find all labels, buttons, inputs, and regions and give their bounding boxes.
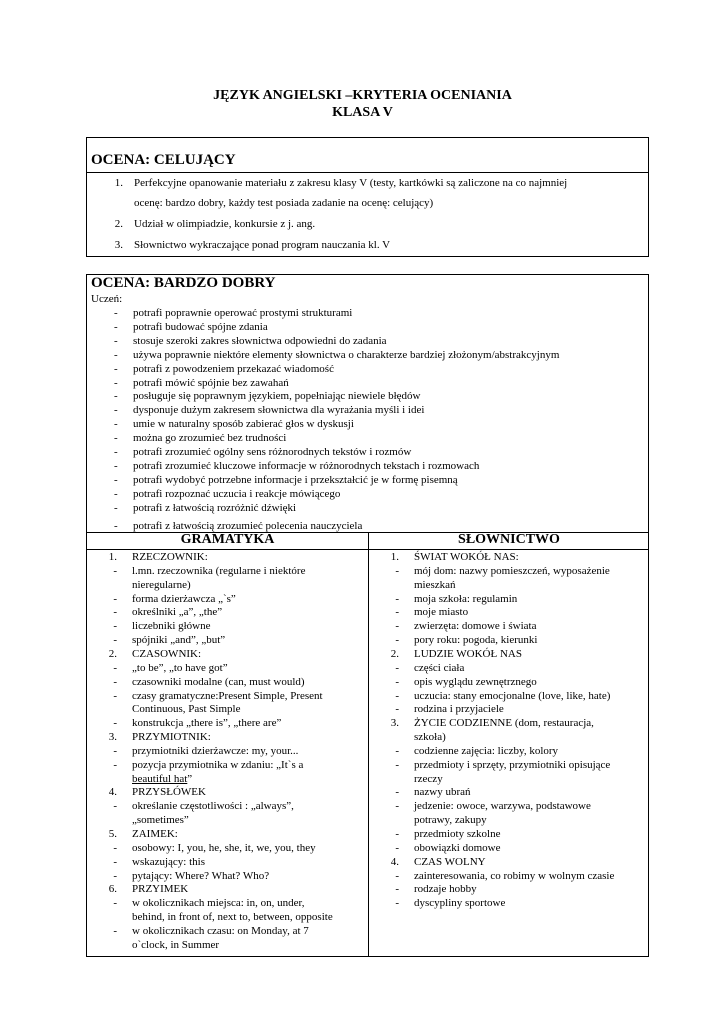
- list-item: można go zrozumieć bez trudności: [133, 432, 287, 445]
- column-divider: [368, 532, 369, 957]
- bullet-dash: -: [114, 320, 118, 333]
- document-title-line1: JĘZYK ANGIELSKI –KRYTERIA OCENIANIA: [213, 88, 512, 103]
- list-item: potrafi z łatwością rozróżnić dźwięki: [133, 501, 297, 514]
- slownictwo-row-text: rzeczy: [414, 772, 443, 785]
- gramatyka-row-marker: -: [113, 592, 117, 605]
- gramatyka-row-marker: -: [113, 675, 117, 688]
- item-number: 3.: [114, 239, 123, 251]
- slownictwo-row-marker: -: [395, 800, 399, 813]
- gramatyka-row-marker: 4.: [108, 786, 117, 799]
- gramatyka-row-text: beautiful hat”: [132, 772, 193, 785]
- list-item: potrafi z łatwością zrozumieć polecenia nauczyciela: [133, 519, 363, 532]
- gramatyka-heading: GRAMATYKA: [180, 532, 275, 547]
- list-item: potrafi rozpoznać uczucia i reakcje mówiącego: [133, 487, 341, 500]
- gramatyka-row-marker: -: [113, 855, 117, 868]
- list-item: używa poprawnie niektóre elementy słownictwa o charakterze bardziej złożonym/abstrakcyjnym: [133, 348, 560, 361]
- celujacy-section: [86, 137, 649, 257]
- slownictwo-row-marker: -: [395, 675, 399, 688]
- gramatyka-row-text: forma dzierżawcza „`s”: [132, 592, 236, 605]
- slownictwo-row-text: dyscypliny sportowe: [414, 897, 506, 910]
- gramatyka-row-marker: -: [113, 869, 117, 882]
- bullet-dash: -: [114, 307, 118, 319]
- slownictwo-row-marker: -: [395, 883, 399, 896]
- gramatyka-row-text: spójniki „and”, „but”: [132, 634, 226, 647]
- underlined-text: beautiful hat: [132, 772, 188, 785]
- slownictwo-row-text: ŻYCIE CODZIENNE (dom, restauracja,: [414, 717, 594, 730]
- item-text: Perfekcyjne opanowanie materiału z zakresu klasy V (testy, kartkówki są zaliczone na co najmniej: [134, 177, 568, 189]
- list-item: posługuje się poprawnym językiem, popełniając niewiele błędów: [133, 390, 421, 403]
- bullet-dash: -: [114, 446, 118, 458]
- slownictwo-row-text: nazwy ubrań: [414, 786, 471, 799]
- bullet-dash: -: [114, 376, 118, 389]
- slownictwo-heading: SŁOWNICTWO: [458, 532, 560, 547]
- uczen-label: Uczeń:: [91, 293, 123, 305]
- item-number: 2.: [114, 218, 123, 230]
- bullet-dash: -: [114, 390, 118, 403]
- bardzo-dobry-heading: OCENA: BARDZO DOBRY: [91, 275, 276, 291]
- slownictwo-row-text: obowiązki domowe: [414, 841, 501, 854]
- slownictwo-row-text: pory roku: pogoda, kierunki: [414, 634, 538, 647]
- gramatyka-row-text: „to be”, „to have got”: [132, 661, 228, 674]
- gramatyka-row-marker: 3.: [108, 731, 117, 744]
- list-item: potrafi poprawnie operować prostymi strukturami: [133, 307, 353, 319]
- slownictwo-row-text: ŚWIAT WOKÓŁ NAS:: [414, 551, 519, 563]
- bullet-dash: -: [114, 487, 118, 500]
- gramatyka-row-text: l.mn. rzeczownika (regularne i niektóre: [132, 564, 306, 577]
- gramatyka-row-marker: -: [113, 744, 117, 757]
- slownictwo-row-marker: -: [395, 897, 399, 910]
- gramatyka-row-text: określniki „a”, „the”: [132, 606, 223, 619]
- gramatyka-row-marker: 5.: [108, 828, 117, 840]
- gramatyka-row-text: pytający: Where? What? Who?: [132, 869, 270, 882]
- slownictwo-row-text: jedzenie: owoce, warzywa, podstawowe: [414, 800, 591, 813]
- gramatyka-row-marker: -: [113, 661, 117, 674]
- bullet-dash: -: [114, 432, 118, 445]
- gramatyka-row-text: pozycja przymiotnika w zdaniu: „It`s a: [132, 758, 304, 771]
- gramatyka-row-marker: -: [113, 620, 117, 633]
- gramatyka-row-marker: -: [113, 897, 117, 910]
- gramatyka-row-text: czasy gramatyczne:Present Simple, Present: [132, 689, 323, 702]
- gramatyka-row-text: przymiotniki dzierżawcze: my, your...: [132, 744, 299, 757]
- item-number: 1.: [114, 177, 123, 189]
- slownictwo-row-text: mój dom: nazwy pomieszczeń, wyposażenie: [414, 564, 610, 577]
- gramatyka-row-marker: -: [113, 689, 117, 702]
- slownictwo-row-marker: -: [395, 841, 399, 854]
- celujacy-heading: OCENA: CELUJĄCY: [91, 152, 236, 168]
- slownictwo-row-marker: -: [395, 703, 399, 716]
- slownictwo-row-text: zainteresowania, co robimy w wolnym czasie: [414, 869, 615, 882]
- gramatyka-row-text: wskazujący: this: [132, 855, 206, 868]
- divider: [87, 172, 648, 173]
- slownictwo-row-marker: 4.: [390, 855, 399, 868]
- gramatyka-row-text: o`clock, in Summer: [132, 938, 220, 951]
- bullet-dash: -: [114, 501, 118, 514]
- slownictwo-row-text: opis wyglądu zewnętrznego: [414, 675, 537, 688]
- item-text: ocenę: bardzo dobry, każdy test posiada zadanie na ocenę: celujący): [134, 197, 434, 209]
- list-item: potrafi zrozumieć ogólny sens różnorodnych tekstów i rozmów: [133, 446, 412, 458]
- slownictwo-row-text: moje miasto: [414, 606, 469, 619]
- gramatyka-row-text: PRZYSŁÓWEK: [132, 786, 206, 799]
- gramatyka-row-marker: -: [113, 717, 117, 730]
- slownictwo-row-text: potrawy, zakupy: [414, 814, 487, 827]
- gramatyka-row-text: PRZYIMEK: [132, 883, 189, 896]
- list-item: umie w naturalny sposób zabierać głos w dyskusji: [133, 418, 354, 431]
- gramatyka-row-text: CZASOWNIK:: [132, 647, 202, 660]
- list-item: potrafi mówić spójnie bez zawahań: [133, 376, 289, 389]
- gramatyka-row-text: PRZYMIOTNIK:: [132, 731, 211, 744]
- slownictwo-row-text: mieszkań: [414, 578, 456, 591]
- gramatyka-row-text: behind, in front of, next to, between, opposite: [132, 911, 333, 924]
- gramatyka-row-text: konstrukcja „there is”, „there are”: [132, 717, 282, 730]
- slownictwo-row-marker: -: [395, 634, 399, 647]
- list-item: potrafi budować spójne zdania: [133, 320, 268, 333]
- bullet-dash: -: [114, 459, 118, 472]
- item-text: Udział w olimpiadzie, konkursie z j. ang.: [134, 218, 316, 230]
- bullet-dash: -: [114, 473, 118, 486]
- gramatyka-row-marker: -: [113, 634, 117, 647]
- slownictwo-row-marker: 2.: [390, 647, 399, 660]
- slownictwo-row-text: części ciała: [414, 661, 465, 674]
- gramatyka-row-text: „sometimes”: [132, 814, 189, 827]
- slownictwo-row-marker: -: [395, 620, 399, 633]
- slownictwo-row-text: uczucia: stany emocjonalne (love, like, hate): [414, 689, 611, 702]
- slownictwo-row-marker: -: [395, 592, 399, 605]
- gramatyka-row-marker: -: [113, 606, 117, 619]
- slownictwo-row-marker: -: [395, 744, 399, 757]
- bullet-dash: -: [114, 362, 118, 375]
- list-item: stosuje szeroki zakres słownictwa odpowiedni do zadania: [133, 334, 387, 347]
- slownictwo-row-text: rodzina i przyjaciele: [414, 703, 504, 716]
- bardzo-dobry-section: [86, 274, 649, 957]
- gramatyka-row-marker: 6.: [108, 883, 117, 896]
- list-item: potrafi z powodzeniem przekazać wiadomość: [133, 362, 334, 375]
- slownictwo-row-text: LUDZIE WOKÓŁ NAS: [414, 647, 522, 660]
- gramatyka-row-marker: -: [113, 800, 117, 813]
- slownictwo-row-marker: -: [395, 758, 399, 771]
- gramatyka-row-marker: -: [113, 758, 117, 771]
- list-item: potrafi wydobyć potrzebne informacje i przekształcić je w formę pisemną: [133, 473, 458, 486]
- gramatyka-row-marker: 2.: [108, 647, 117, 660]
- gramatyka-row-text: w okolicznikach miejsca: in, on, under,: [132, 897, 305, 910]
- gramatyka-row-text: w okolicznikach czasu: on Monday, at 7: [132, 924, 309, 937]
- slownictwo-row-marker: -: [395, 689, 399, 702]
- gramatyka-row-marker: -: [113, 564, 117, 577]
- list-item: dysponuje dużym zakresem słownictwa dla wyrażania myśli i idei: [133, 404, 425, 417]
- slownictwo-row-marker: 3.: [390, 717, 399, 730]
- gramatyka-row-text: RZECZOWNIK:: [132, 551, 208, 563]
- slownictwo-row-text: zwierzęta: domowe i świata: [414, 620, 537, 633]
- gramatyka-row-text: Continuous, Past Simple: [132, 703, 241, 716]
- gramatyka-row-marker: -: [113, 924, 117, 937]
- slownictwo-row-marker: -: [395, 606, 399, 619]
- slownictwo-row-text: rodzaje hobby: [414, 883, 477, 896]
- document-title-line2: KLASA V: [332, 105, 393, 120]
- list-item: potrafi zrozumieć kluczowe informacje w różnorodnych tekstach i rozmowach: [133, 459, 480, 472]
- gramatyka-row-marker: 1.: [108, 551, 117, 563]
- bullet-dash: -: [114, 348, 118, 361]
- gramatyka-row-text: czasowniki modalne (can, must would): [132, 675, 305, 688]
- slownictwo-row-marker: -: [395, 661, 399, 674]
- slownictwo-row-text: przedmioty i sprzęty, przymiotniki opisujące: [414, 758, 611, 771]
- slownictwo-row-marker: -: [395, 828, 399, 840]
- slownictwo-row-text: codzienne zajęcia: liczby, kolory: [414, 744, 559, 757]
- slownictwo-row-marker: -: [395, 786, 399, 799]
- gramatyka-row-text: osobowy: I, you, he, she, it, we, you, they: [132, 841, 316, 854]
- gramatyka-row-text: liczebniki główne: [132, 620, 211, 633]
- slownictwo-row-text: CZAS WOLNY: [414, 855, 486, 868]
- gramatyka-row-text: określanie częstotliwości : „always”,: [132, 800, 294, 813]
- slownictwo-row-text: szkoła): [414, 731, 446, 744]
- slownictwo-row-text: moja szkoła: regulamin: [414, 592, 518, 605]
- bullet-dash: -: [114, 404, 118, 417]
- slownictwo-row-text: przedmioty szkolne: [414, 828, 501, 840]
- bullet-dash: -: [114, 418, 118, 431]
- gramatyka-row-text: ZAIMEK:: [132, 828, 178, 840]
- slownictwo-row-marker: 1.: [390, 551, 399, 563]
- gramatyka-row-marker: -: [113, 841, 117, 854]
- gramatyka-row-text: nieregularne): [132, 578, 191, 591]
- bullet-dash: -: [114, 334, 118, 347]
- item-text: Słownictwo wykraczające ponad program nauczania kl. V: [134, 239, 391, 251]
- bullet-dash: -: [114, 519, 118, 532]
- slownictwo-row-marker: -: [395, 869, 399, 882]
- slownictwo-row-marker: -: [395, 564, 399, 577]
